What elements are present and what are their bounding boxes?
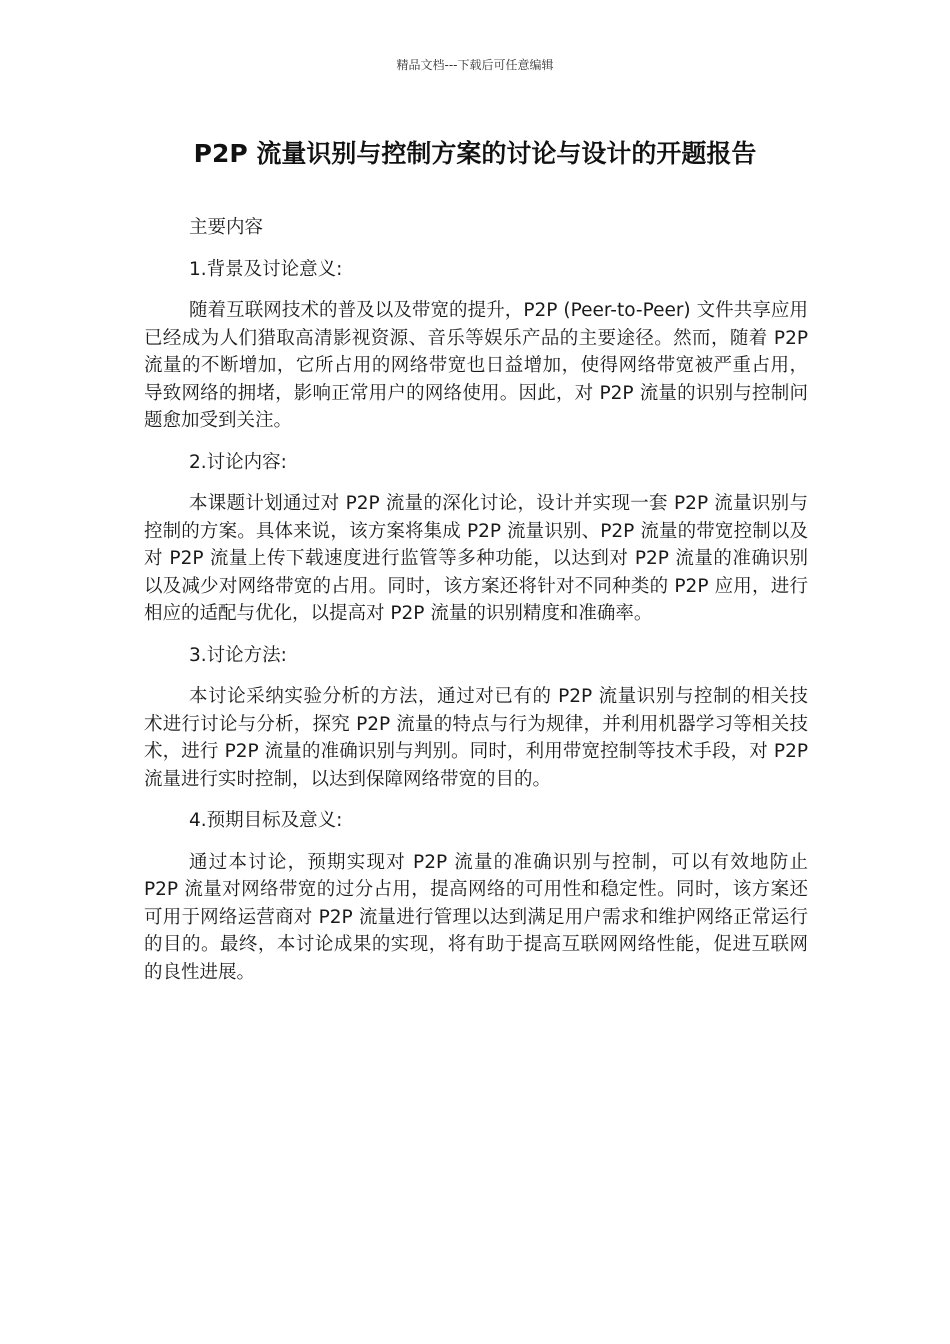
method-paragraph: 本讨论采纳实验分析的方法，通过对已有的 P2P 流量识别与控制的相关技术进行讨论与分析，探究 P2P 流量的特点与行为规律，并利用机器学习等相关技术，进行 P2P 流量的准确识别与判别。同时，利用带宽控制等技术手段，对 P2P 流量进行实时控制，以达到保障网络带宽的目的。 <box>144 686 808 790</box>
header-note: 精品文档---下载后可任意编辑 <box>396 58 554 72</box>
document-body <box>144 214 808 1000</box>
content-heading: 2.讨论内容: <box>189 451 287 473</box>
method-heading: 3.讨论方法: <box>189 644 287 666</box>
background-heading: 1.背景及讨论意义: <box>189 258 343 280</box>
main-content-heading: 主要内容 <box>189 217 264 238</box>
content-paragraph: 本课题计划通过对 P2P 流量的深化讨论，设计并实现一套 P2P 流量识别与控制的方案。具体来说，该方案将集成 P2P 流量识别、P2P 流量的带宽控制以及对 P2P 流量上传下载速度进行监管等多种功能，以达到对 P2P 流量的准确识别以及减少对网络带宽的占用。同时，该方案还将针对不同种类的 P2P 应用，进行相应的适配与优化，以提高对 P2P 流量的识别精度和准确率。 <box>144 493 808 624</box>
background-paragraph: 随着互联网技术的普及以及带宽的提升，P2P (Peer-to-Peer) 文件共享应用已经成为人们猎取高清影视资源、音乐等娱乐产品的主要途径。然而，随着 P2P 流量的不断增加，它所占用的网络带宽也日益增加，使得网络带宽被严重占用，导致网络的拥堵，影响正常用户的网络使用。因此，对 P2P 流量的识别与控制问题愈加受到关注。 <box>144 300 808 431</box>
goal-heading: 4.预期目标及意义: <box>189 810 343 831</box>
goal-paragraph: 通过本讨论，预期实现对 P2P 流量的准确识别与控制，可以有效地防止 P2P 流量对网络带宽的过分占用，提高网络的可用性和稳定性。同时，该方案还可用于网络运营商对 P2P 流量进行管理以达到满足用户需求和维护网络正常运行的目的。最终，本讨论成果的实现，将有助于提高互联网网络性能，促进互联网的良性进展。 <box>144 851 808 983</box>
document-title: P2P 流量识别与控制方案的讨论与设计的开题报告 <box>193 139 757 168</box>
